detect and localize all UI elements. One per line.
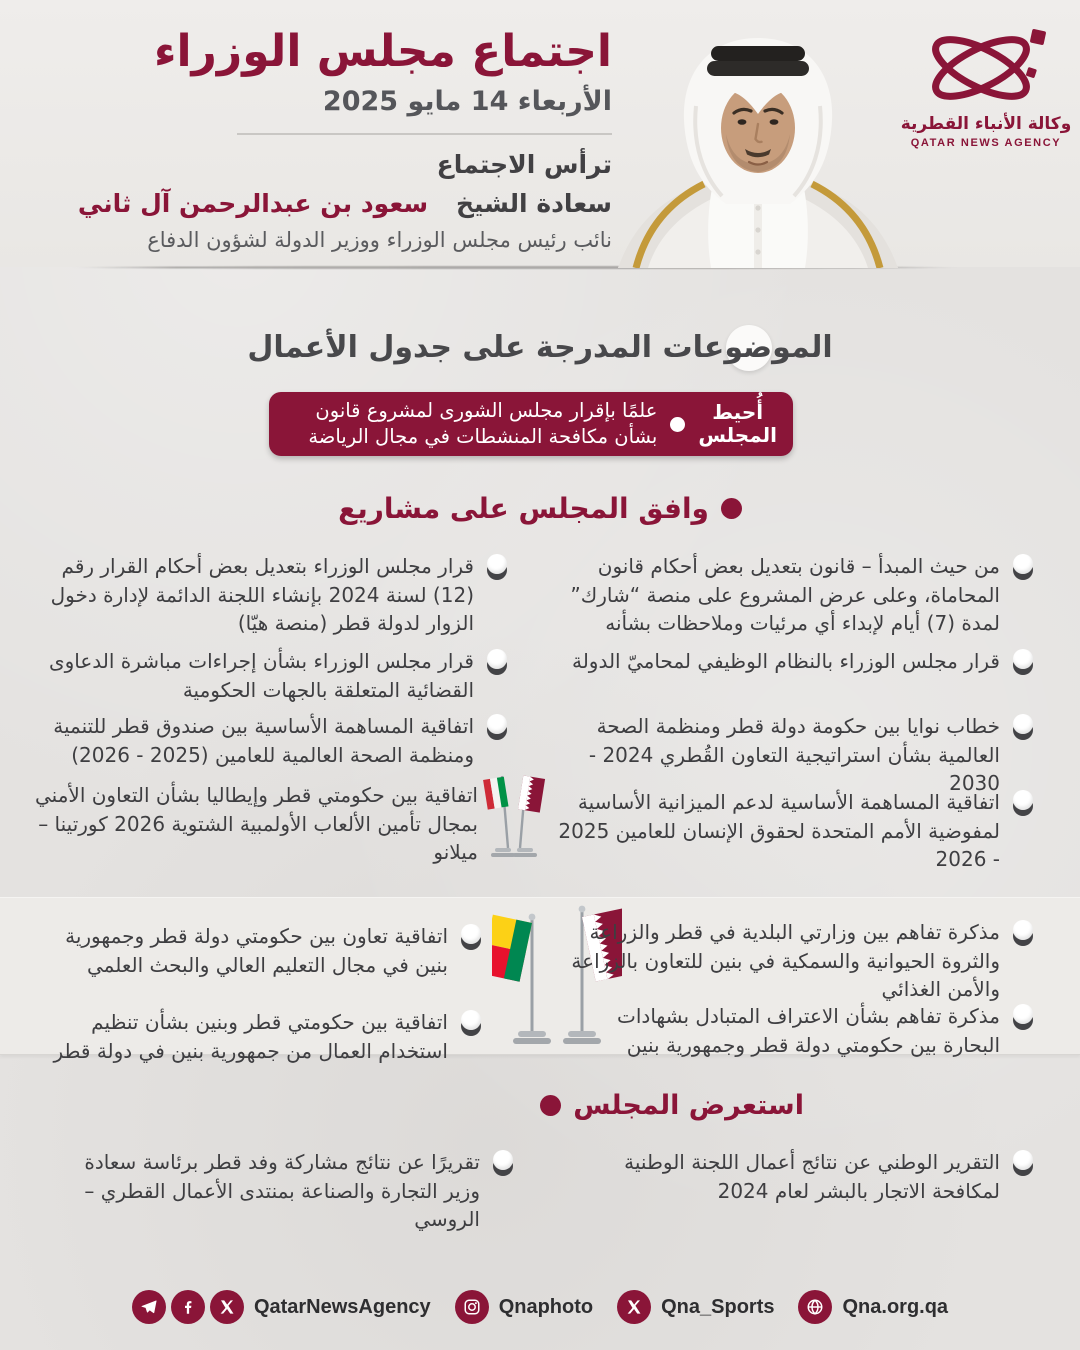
bullet-icon [1012, 554, 1034, 576]
social-group-instagram[interactable] [455, 1290, 593, 1324]
list-item: خطاب نوايا بين حكومة دولة قطر ومنظمة الصحة العالمية بشأن استراتيجية التعاون القُطري 2024 - 2030 [558, 712, 1034, 798]
list-item: التقرير الوطني عن نتائج أعمال اللجنة الوطنية لمكافحة الاتجار بالبشر لعام 2024 [558, 1148, 1034, 1205]
list-item: تقريرًا عن نتائج مشاركة وفد قطر برئاسة سعادة وزير التجارة والصناعة بمنتدى الأعمال القطري – الروسي [44, 1148, 514, 1234]
list-item: من حيث المبدأ – قانون بتعديل بعض أحكام قانون المحاماة، وعلى عرض المشروع على منصة “شارك” لمدة (7) أيام لإبداء أي مرئيات وملاحظات بشأنه [558, 552, 1034, 638]
social-footer [0, 1290, 1080, 1324]
social-handle[interactable]: Qna.org.qa [842, 1295, 949, 1318]
header-text-block [32, 28, 612, 252]
qna-logo-arabic: وكالة الأنباء القطرية [900, 114, 1072, 134]
agenda-section-title: الموضوعات المدرجة على جدول الأعمال [0, 330, 1080, 365]
list-item: اتفاقية بين حكومتي قطر وإيطاليا بشأن التعاون الأمني بمجال تأمين الألعاب الأولمبية الشتوية 2026 كورتينا – ميلانو [35, 783, 478, 864]
bullet-icon [1012, 714, 1034, 736]
instagram-icon[interactable] [455, 1290, 489, 1324]
bullet-icon [1012, 790, 1034, 812]
qna-logo-english: QATAR NEWS AGENCY [910, 137, 1062, 149]
telegram-icon[interactable] [132, 1290, 166, 1324]
informed-banner [269, 392, 793, 456]
header-rule [237, 133, 612, 135]
list-item: اتفاقية المساهمة الأساسية بين صندوق قطر للتنمية ومنظمة الصحة العالمية للعامين (2025 - 2026) [32, 712, 508, 769]
globe-icon[interactable] [798, 1290, 832, 1324]
social-handle[interactable]: Qnaphoto [498, 1295, 594, 1318]
list-item: قرار مجلس الوزراء بالنظام الوظيفي لمحاميّ الدولة [558, 647, 1034, 676]
chairman-line [32, 189, 612, 218]
chairman-honorific: سعادة الشيخ [456, 189, 612, 219]
chaired-label: ترأس الاجتماع [436, 150, 612, 180]
x-icon[interactable] [210, 1290, 244, 1324]
social-group-main[interactable] [132, 1290, 431, 1324]
section-dot-icon [721, 498, 742, 519]
bullet-icon [492, 1150, 514, 1172]
bullet-icon [1012, 649, 1034, 671]
bullet-icon [486, 649, 508, 671]
list-item: قرار مجلس الوزراء بتعديل بعض أحكام القرار رقم (12) لسنة 2024 بإنشاء اللجنة الدائمة لإدارة دخول الزوار لدولة قطر (منصة هيّا) [32, 552, 508, 638]
list-item: مذكرة تفاهم بشأن الاعتراف المتبادل بشهادات البحارة بين حكومتي دولة قطر وجمهورية بنين [568, 1002, 1034, 1059]
chairman-portrait [608, 16, 908, 268]
approved-section-title: وافق المجلس على مشاريع [0, 492, 1080, 525]
bullet-icon [1012, 1004, 1034, 1026]
x-icon[interactable] [617, 1290, 651, 1324]
list-item: قرار مجلس الوزراء بشأن إجراءات مباشرة الدعاوى القضائية المتعلقة بالجهات الحكومية [32, 647, 508, 704]
reviewed-section-title: استعرض المجلس [540, 1090, 804, 1121]
meeting-date: الأربعاء 14 مايو 2025 [322, 86, 612, 118]
bullet-icon [460, 1010, 482, 1032]
informed-banner-label: أُحيط المجلس [698, 400, 777, 447]
list-item: اتفاقية المساهمة الأساسية لدعم الميزانية الأساسية لمفوضية الأمم المتحدة لحقوق الإنسان للعامين 2025 - 2026 [558, 788, 1034, 874]
bullet-icon [486, 714, 508, 736]
social-group-website[interactable] [798, 1290, 948, 1324]
social-handle[interactable]: Qna_Sports [661, 1295, 775, 1318]
social-group-x-sports[interactable] [617, 1290, 774, 1324]
social-handle[interactable]: QatarNewsAgency [253, 1295, 431, 1318]
bullet-icon [486, 554, 508, 576]
section-dot-icon [540, 1095, 561, 1116]
chairman-role: نائب رئيس مجلس الوزراء ووزير الدولة لشؤون الدفاع [147, 228, 612, 253]
bullet-icon [1012, 920, 1034, 942]
page-title: اجتماع مجلس الوزراء [153, 26, 612, 77]
italy-qatar-flags-icon [481, 768, 547, 862]
qna-logo [900, 24, 1072, 149]
list-item: مذكرة تفاهم بين وزارتي البلدية في قطر والزراعة والثروة الحيوانية والسمكية في بنين للتعاون بالزراعة والأمن الغذائي [568, 918, 1034, 1004]
bullet-icon [460, 924, 482, 946]
informed-banner-text: علمًا بإقرار مجلس الشورى لمشروع قانون بشأن مكافحة المنشطات في مجال الرياضة [308, 399, 658, 448]
list-item: اتفاقية بين حكومتي قطر وبنين بشأن تنظيم استخدام العمال من جمهورية بنين في دولة قطر [28, 1008, 482, 1065]
banner-dot-icon [670, 417, 685, 432]
qna-logo-icon [911, 24, 1061, 106]
chairman-name: سعود بن عبدالرحمن آل ثاني [77, 189, 429, 219]
facebook-icon[interactable] [171, 1290, 205, 1324]
bullet-icon [1012, 1150, 1034, 1172]
list-item: اتفاقية تعاون بين حكومتي دولة قطر وجمهورية بنين في مجال التعليم العالي والبحث العلمي [28, 922, 482, 979]
